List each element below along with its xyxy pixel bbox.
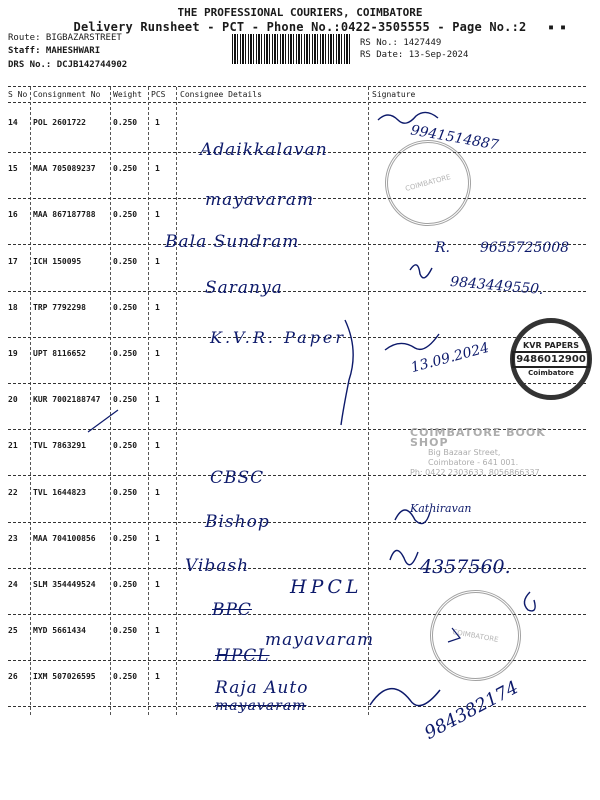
- handwritten-consignee: Adaikkalavan: [200, 140, 328, 160]
- scribble-stroke: [370, 689, 440, 706]
- row-weight: 0.250: [113, 580, 138, 589]
- shop-city: Coimbatore - 641 001.: [428, 458, 519, 467]
- scribble-stroke: [341, 320, 353, 425]
- handwritten-consignee: K.V.R. Paper: [210, 328, 347, 347]
- col-header-consignee: Consignee Details: [180, 90, 262, 99]
- row-consignment: TVL 7863291: [33, 441, 86, 450]
- row-weight: 0.250: [113, 626, 138, 635]
- handwritten-signature: 984382174: [421, 677, 522, 744]
- row-weight: 0.250: [113, 488, 138, 497]
- kvr-title: KVR PAPERS: [523, 341, 579, 350]
- handwritten-consignee: Bishop: [205, 512, 270, 532]
- row-pcs: 1: [155, 257, 160, 266]
- row-consignment: TRP 7792298: [33, 303, 86, 312]
- row-weight: 0.250: [113, 441, 138, 450]
- row-pcs: 1: [155, 580, 160, 589]
- handwritten-consignee: HPCL: [290, 576, 363, 598]
- handwritten-signature: 9655725008: [480, 240, 570, 256]
- drs-label: DRS No.: DCJB142744902: [8, 60, 128, 70]
- col-header-weight: Weight: [113, 90, 142, 99]
- row-sno: 15: [8, 164, 18, 173]
- scribble-stroke: [88, 410, 118, 432]
- row-consignment: SLM 354449524: [33, 580, 96, 589]
- handwritten-consignee: mayavaram: [215, 698, 307, 714]
- row-sno: 23: [8, 534, 18, 543]
- runsheet-subtitle: Delivery Runsheet - PCT - Phone No.:0422-3505555 - Page No.:2: [73, 20, 527, 34]
- row-pcs: 1: [155, 210, 160, 219]
- handwritten-consignee: mayavaram: [205, 190, 315, 210]
- row-weight: 0.250: [113, 395, 138, 404]
- row-sno: 24: [8, 580, 18, 589]
- row-weight: 0.250: [113, 303, 138, 312]
- handwritten-consignee: CBSC: [210, 468, 265, 488]
- row-sno: 18: [8, 303, 18, 312]
- handwritten-consignee: HPCL: [215, 646, 270, 666]
- row-consignment: ICH 150095: [33, 257, 82, 266]
- handwritten-signature: 4357560.: [420, 556, 511, 578]
- scribble-stroke: [524, 592, 535, 611]
- row-consignment: IXM 507026595: [33, 672, 96, 681]
- row-pcs: 1: [155, 395, 160, 404]
- kvr-phone: 9486012900: [512, 351, 590, 368]
- row-sno: 22: [8, 488, 18, 497]
- kvr-city: Coimbatore: [528, 369, 574, 377]
- scribble-stroke: [410, 265, 432, 278]
- row-pcs: 1: [155, 164, 160, 173]
- row-sno: 14: [8, 118, 18, 127]
- row-consignment: KUR 7002188747: [33, 395, 101, 404]
- row-consignment: UPT 8116652: [33, 349, 86, 358]
- handwritten-signature: 9941514887: [409, 122, 500, 154]
- row-weight: 0.250: [113, 534, 138, 543]
- row-sno: 26: [8, 672, 18, 681]
- handwritten-consignee: mayavaram: [265, 630, 375, 650]
- shop-name: COIMBATORE BOOK SHOP: [410, 426, 546, 449]
- shop-phone: Ph: 0422 2303633, 8056866337: [410, 468, 540, 477]
- stamp-text: COIMBATORE: [451, 627, 500, 644]
- handwritten-signature: Kathiravan: [410, 502, 472, 515]
- handwritten-consignee: Bala Sundram: [165, 232, 300, 252]
- row-weight: 0.250: [113, 257, 138, 266]
- scribble-stroke: [448, 628, 460, 642]
- row-sno: 21: [8, 441, 18, 450]
- col-header-consignment: Consignment No: [33, 90, 101, 99]
- scribble-stroke: [390, 550, 418, 564]
- row-pcs: 1: [155, 488, 160, 497]
- handwritten-consignee: Saranya: [205, 278, 283, 298]
- rs-number: RS No.: 1427449: [360, 38, 442, 48]
- col-header-pcs: PCS: [151, 90, 166, 99]
- col-header-sno: S No: [8, 90, 28, 99]
- row-pcs: 1: [155, 626, 160, 635]
- handwritten-signature: R.: [435, 240, 450, 256]
- rs-date: RS Date: 13-Sep-2024: [360, 50, 469, 60]
- row-consignment: TVL 1644823: [33, 488, 86, 497]
- row-sno: 25: [8, 626, 18, 635]
- stamp-text: COIMBATORE: [404, 173, 452, 193]
- corner-marks: ▪ ▪: [548, 22, 567, 33]
- company-title: THE PROFESSIONAL COURIERS, COIMBATORE: [177, 6, 423, 19]
- row-pcs: 1: [155, 303, 160, 312]
- row-pcs: 1: [155, 441, 160, 450]
- scribble-stroke: [385, 334, 439, 350]
- row-consignment: MYD 5661434: [33, 626, 86, 635]
- handwritten-signature: 13.09.2024: [409, 339, 491, 377]
- row-consignment: MAA 867187788: [33, 210, 96, 219]
- row-pcs: 1: [155, 118, 160, 127]
- row-weight: 0.250: [113, 118, 138, 127]
- row-weight: 0.250: [113, 210, 138, 219]
- handwritten-consignee: Raja Auto: [215, 678, 309, 698]
- handwritten-signature: 9843449550.: [449, 273, 545, 299]
- route-label: Route: BIGBAZARSTREET: [8, 33, 122, 43]
- col-header-signature: Signature: [372, 90, 416, 99]
- row-consignment: POL 2601722: [33, 118, 86, 127]
- handwritten-consignee: BPC: [212, 600, 252, 620]
- shop-street: Big Bazaar Street,: [428, 448, 501, 457]
- row-consignment: MAA 704100856: [33, 534, 96, 543]
- handwritten-consignee: Vibash: [185, 556, 250, 576]
- row-weight: 0.250: [113, 349, 138, 358]
- row-pcs: 1: [155, 349, 160, 358]
- row-weight: 0.250: [113, 164, 138, 173]
- row-sno: 17: [8, 257, 18, 266]
- row-sno: 19: [8, 349, 18, 358]
- row-weight: 0.250: [113, 672, 138, 681]
- row-sno: 20: [8, 395, 18, 404]
- row-sno: 16: [8, 210, 18, 219]
- row-pcs: 1: [155, 672, 160, 681]
- scribble-stroke: [378, 112, 438, 123]
- row-consignment: MAA 705089237: [33, 164, 96, 173]
- row-pcs: 1: [155, 534, 160, 543]
- staff-label: Staff: MAHESHWARI: [8, 46, 101, 56]
- scribble-stroke: [395, 510, 430, 524]
